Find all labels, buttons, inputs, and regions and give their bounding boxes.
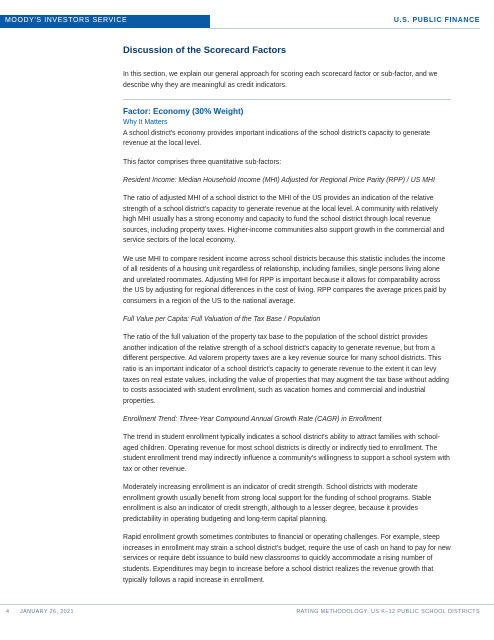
subfactor-resident-income: Resident Income: Median Household Income (MHI) Adjusted for Regional Price Parity (RPP) / US MHI bbox=[123, 176, 435, 184]
why-it-matters-heading: Why It Matters bbox=[123, 118, 168, 126]
intro-paragraph: In this section, we explain our general approach for scoring each scorecard factor or sub-factor, and we describe why they are meaningful as credit indicators. bbox=[123, 71, 438, 89]
header-rule bbox=[210, 28, 480, 29]
header-section: U.S. PUBLIC FINANCE bbox=[393, 17, 480, 24]
factor-heading: Factor: Economy (30% Weight) bbox=[123, 106, 244, 116]
paragraph-mhi-rpp: We use MHI to compare resident income across school districts because this statistic includes the income of all residents of a housing unit regardless of relationship, including families, single persons living alone and unrelated roommates. Adjusting MHI for RPP is important because it allows for comparability across the US by adjusting for regional differences in the cost of living. RPP compares the average prices paid by consumers in a region of the US to the national average. bbox=[123, 255, 447, 305]
footer-date: JANUARY 26, 2021 bbox=[20, 609, 74, 615]
page-number: 4 bbox=[6, 609, 10, 615]
paragraph-full-value: The ratio of the full valuation of the property tax base to the population of the school district provides another indication of the relative strength of a school district's capacity to generate revenue, but from a different perspective. Ad valorem property taxes are a key revenue source for many school districts. This ratio is an important indicator of a school district's capacity to generate revenue to the extent it can levy taxes on real estate values, including the value of properties that may augment the tax base without adding to costs associated with student enrollment, such as vacation homes and commercial and industrial properties. bbox=[123, 334, 449, 405]
main-content bbox=[123, 44, 451, 594]
paragraph-mhi-ratio: The ratio of adjusted MHI of a school district to the MHI of the US provides an indication of the relative strength of a school district's capacity to generate revenue at the local level. A community with relatively high MHI usually has a strong economy and capacity to fund the school district through local revenue sources, including property taxes. Higher-income communities also support growth in the commercial and service sectors of the local economy. bbox=[123, 194, 445, 245]
paragraph-moderate-enrollment: Moderately increasing enrollment is an indicator of credit strength. School districts with moderate enrollment growth usually benefit from strong local support for the funding of school programs. Stable enrollment is also an indicator of credit strength, although to a lesser degree, because it provides predictability in operating budgeting and long-term capital planning. bbox=[123, 484, 432, 523]
footer-rule bbox=[0, 604, 494, 605]
paragraph-economy: A school district's economy provides important indications of the school district's capacity to generate revenue at the local level. bbox=[123, 129, 431, 148]
paragraph-enrollment-trend: The trend in student enrollment typically indicates a school district's ability to attract families with school-aged children. Operating revenue for most school districts is directly or indirectly tied to enrollment. The student enrollment trend may indirectly influence a community's willingness to support a school system with tax or other revenue. bbox=[123, 434, 450, 473]
paragraph-rapid-enrollment: Rapid enrollment growth sometimes contributes to financial or operating challenges. For example, steep increases in enrollment may strain a school district's budget, require the use of cash on hand to pay for new services or require debt issuance to build new classrooms to quickly accommodate a rising number of students. Expenditures may begin to increase before a school district realizes the revenue growth that typically follows a rapid increase in enrollment. bbox=[123, 534, 451, 584]
paragraph-subfactors: This factor comprises three quantitative sub-factors: bbox=[123, 158, 282, 166]
footer-methodology: RATING METHODOLOGY: US K–12 PUBLIC SCHOOL DISTRICTS bbox=[296, 609, 480, 615]
subfactor-full-value: Full Value per Capita: Full Valuation of the Tax Base / Population bbox=[123, 316, 321, 324]
page-title: Discussion of the Scorecard Factors bbox=[123, 44, 287, 55]
header-publisher: MOODY'S INVESTORS SERVICE bbox=[5, 17, 128, 24]
subfactor-enrollment-trend: Enrollment Trend: Three-Year Compound Annual Growth Rate (CAGR) in Enrollment bbox=[123, 416, 382, 423]
section-divider bbox=[123, 99, 451, 100]
